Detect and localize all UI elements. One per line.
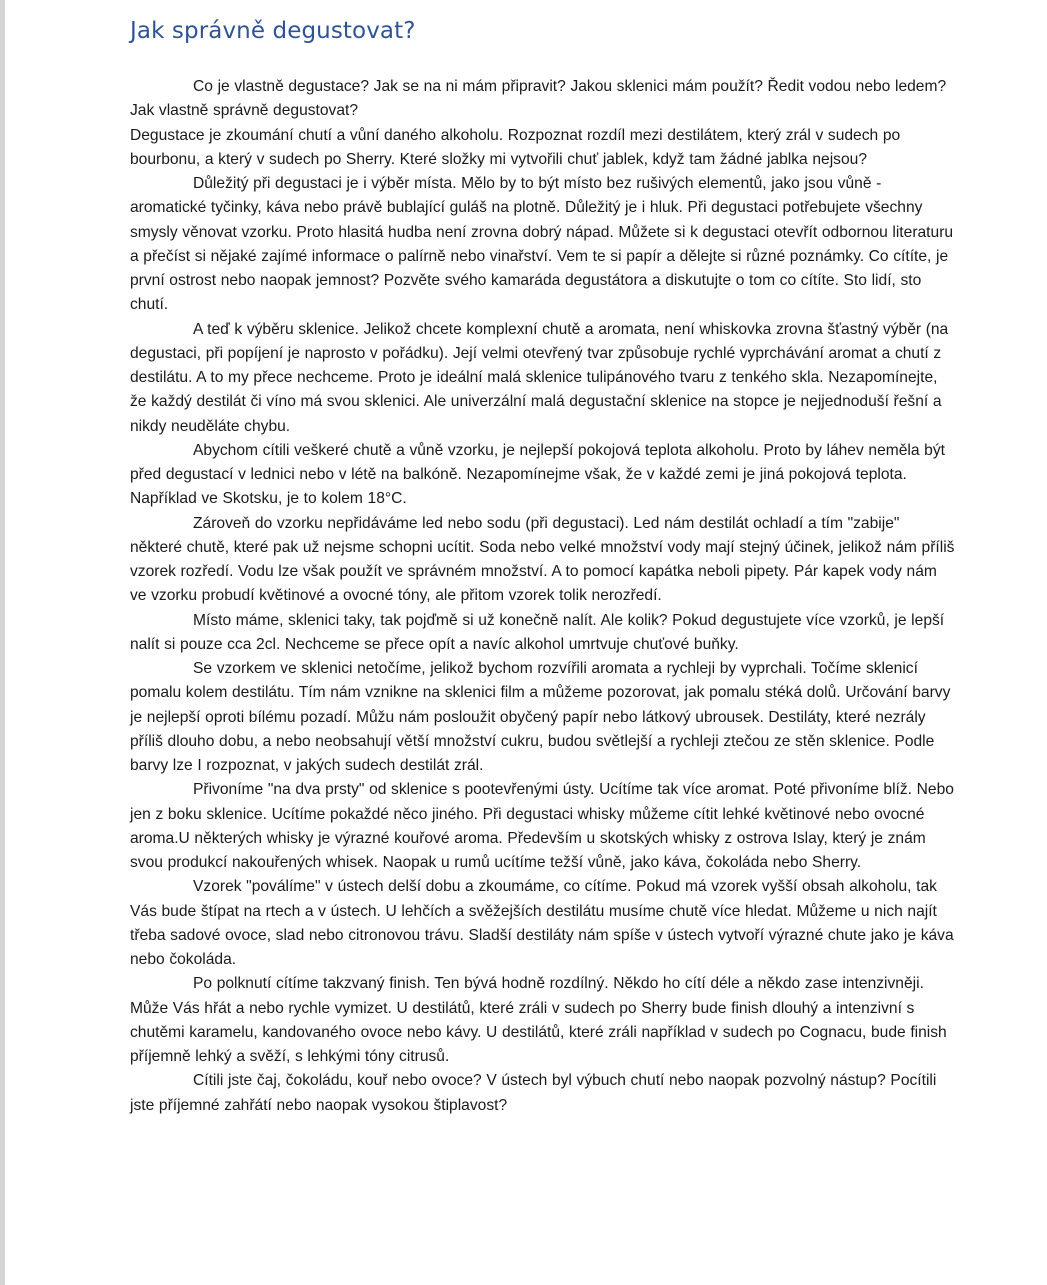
paragraph: Zároveň do vzorku nepřidáváme led nebo sodu (při degustaci). Led nám destilát ochladí a tím "zabije" některé chutě, které pak už nejsme schopni ucítit. Soda nebo velké množství vody mají stejný účinek, jelikož nám příliš vzorek rozředí. Vodu lze však použít ve správném množství. A to pomocí kapátka neboli pipety. Pár kapek vody nám ve vzorku probudí květinové a ovocné tóny, ale přitom vzorek tolik nerozředí. <box>130 514 955 605</box>
paragraph: Cítili jste čaj, čokoládu, kouř nebo ovoce? V ústech byl výbuch chutí nebo naopak pozvolný nástup? Pocítili jste příjemné zahřátí nebo naopak vysokou štiplavost? <box>130 1072 937 1114</box>
document-page <box>130 14 956 1118</box>
paragraph: Důležitý při degustaci je i výběr místa. Mělo by to být místo bez rušivých elementů, jako jsou vůně - aromatické tyčinky, káva nebo právě bublající guláš na plotně. Důležitý je i hluk. Při degustaci potřebujete všechny smysly věnovat vzorku. Proto hlasitá hudba není zrovna dobrý nápad. Můžete si k degustaci otevřít odbornou literaturu a přečíst si nějaké zajímé informace o palírně nebo vinařství. Vem te si papír a dělejte si různé poznámky. Co cítíte, je první ostrost nebo naopak jemnost? Pozvěte svého kamaráda degustátora a diskutujte o tom co cítíte. Sto lidí, sto chutí. <box>130 175 954 314</box>
paragraph: Po polknutí cítíme takzvaný finish. Ten bývá hodně rozdílný. Někdo ho cítí déle a někdo zase intenzivněji. Může Vás hřát a nebo rychle vymizet. U destilátů, které zráli v sudech po Sherry bude finish dlouhý a intenzivní s chutěmi karamelu, kandovaného ovoce nebo kávy. U destilátů, které zráli například v sudech po Cognacu, bude finish příjemně lehký a svěží, s lehkými tóny citrusů. <box>130 975 947 1065</box>
document-body <box>130 75 956 1118</box>
page-left-border <box>0 0 5 1285</box>
paragraph: Přivoníme "na dva prsty" od sklenice s pootevřenými ústy. Ucítíme tak více aromat. Poté přivoníme blíž. Nebo jen z boku sklenice. Ucítíme pokaždé něco jiného. Při degustaci whisky můžeme cítit lehké květinové nebo ovocné aroma.U některých whisky je výrazné kouřové aroma. Především u skotských whisky z ostrova Islay, který je znám svou produkcí nakouřených whisek. Naopak u rumů ucítíme težší vůně, jako káva, čokoláda nebo Sherry. <box>130 781 954 871</box>
paragraph: Vzorek "poválíme" v ústech delší dobu a zkoumáme, co cítíme. Pokud má vzorek vyšší obsah alkoholu, tak Vás bude štípat na rtech a v ústech. U lehčích a svěžejších destilátu musíme chutě více hledat. Můžeme u nich najít třeba sadové ovoce, slad nebo citronovou trávu. Sladší destiláty nám spíše v ústech vytvoří výrazné chute jako je káva nebo čokoláda. <box>130 878 954 968</box>
paragraph: Abychom cítili veškeré chutě a vůně vzorku, je nejlepší pokojová teplota alkoholu. Proto by láhev neměla být před degustací v lednici nebo v létě na balkóně. Nezapomínejme však, že v každé zemi je jiná pokojová teplota. Například ve Skotsku, je to kolem 18°C. <box>130 441 945 508</box>
paragraph: Co je vlastně degustace? Jak se na ni mám připravit? Jakou sklenici mám použít? Ředit vodou nebo ledem? Jak vlastně správně degustovat? <box>130 78 947 120</box>
paragraph: Místo máme, sklenici taky, tak pojďmě si už konečně nalít. Ale kolik? Pokud degustujete více vzorků, je lepší nalít si pouze cca 2cl. Nechceme se přece opít a navíc alkohol umrtvuje chuťové buňky. <box>130 611 945 653</box>
paragraph: Degustace je zkoumání chutí a vůní daného alkoholu. Rozpoznat rozdíl mezi destilátem, který zrál v sudech po bourbonu, a který v sudech po Sherry. Které složky mi vytvořili chuť jablek, když tam žádné jablka nejsou? <box>130 126 901 168</box>
paragraph: A teď k výběru sklenice. Jelikož chcete komplexní chutě a aromata, není whiskovka zrovna šťastný výběr (na degustaci, při popíjení je naprosto v pořádku). Její velmi otevřený tvar způsobuje rychlé vyprchávání aromat a chutí z destilátu. A to my přece nechceme. Proto je ideální malá sklenice tulipánového tvaru z tenkého skla. Nezapomínejte, že každý destilát či víno má svou sklenici. Ale univerzální malá degustační sklenice na stopce je nejjednoduší řešní a nikdy neuděláte chybu. <box>130 320 949 435</box>
paragraph: Se vzorkem ve sklenici netočíme, jelikož bychom rozvířili aromata a rychleji by vyprchali. Točíme sklenicí pomalu kolem destilátu. Tím nám vznikne na sklenici film a můžeme pozorovat, jak pomalu stéká dolů. Určování barvy je nejlepší oproti bílému pozadí. Můžu nám posloužit obyčený papír nebo látkový ubrousek. Destiláty, které nezrály příliš dlouho dobu, a nebo neobsahují větší množství cukru, budou světlejší a rychleji ztečou ze stěn sklenice. Podle barvy lze I rozpoznat, v jakých sudech destilát zrál. <box>130 660 951 774</box>
document-title: Jak správně degustovat? <box>130 18 416 44</box>
